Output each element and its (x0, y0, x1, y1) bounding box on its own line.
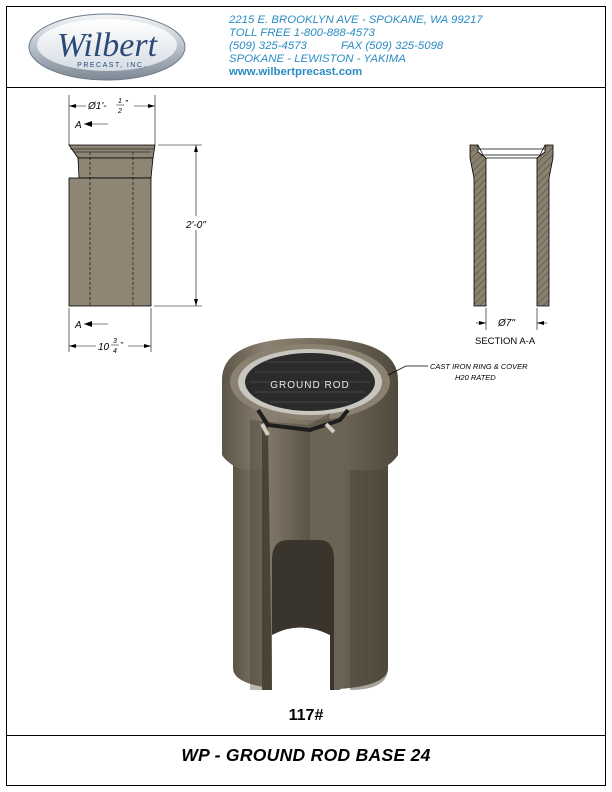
section-view (470, 145, 553, 347)
top-diameter-label: Ø1'- (88, 101, 107, 112)
website-link[interactable]: www.wilbertprecast.com (229, 66, 363, 78)
locations-line: SPOKANE - LEWISTON - YAKIMA (229, 53, 406, 65)
inner-diameter-label: Ø7" (498, 318, 515, 329)
base-width-inch: " (120, 341, 123, 350)
top-diameter-inch: " (125, 99, 128, 108)
section-title: SECTION A-A (475, 336, 536, 347)
callout-rating: H20 RATED (455, 373, 496, 382)
section-marker-top: A (75, 120, 82, 131)
product-title: WP - GROUND ROD BASE 24 (181, 745, 431, 765)
base-width-label: 10 (98, 342, 110, 353)
fax-number: FAX (509) 325-5098 (340, 40, 444, 52)
product-weight: 117# (288, 707, 324, 724)
address-line: 2215 E. BROOKLYN AVE - SPOKANE, WA 99217 (229, 14, 483, 26)
height-label: 2'-0" (186, 220, 206, 231)
section-marker-bottom: A (75, 320, 82, 331)
top-diameter-numerator: 1 (118, 98, 122, 105)
isometric-cutaway (222, 338, 528, 690)
cover-engraving: GROUND ROD (270, 380, 350, 391)
front-elevation (69, 95, 211, 356)
phone-number: (509) 325-4573 (229, 40, 307, 52)
base-width-denominator: 4 (113, 348, 117, 355)
logo-subtitle: PRECAST, INC. (77, 62, 147, 69)
base-width-numerator: 3 (113, 338, 117, 345)
callout-ring-cover: CAST IRON RING & COVER (430, 362, 528, 371)
top-diameter-denominator: 2 (118, 108, 122, 115)
toll-free-line: TOLL FREE 1-800-888-4573 (229, 27, 375, 39)
logo-wordmark: Wilbert (56, 27, 158, 64)
